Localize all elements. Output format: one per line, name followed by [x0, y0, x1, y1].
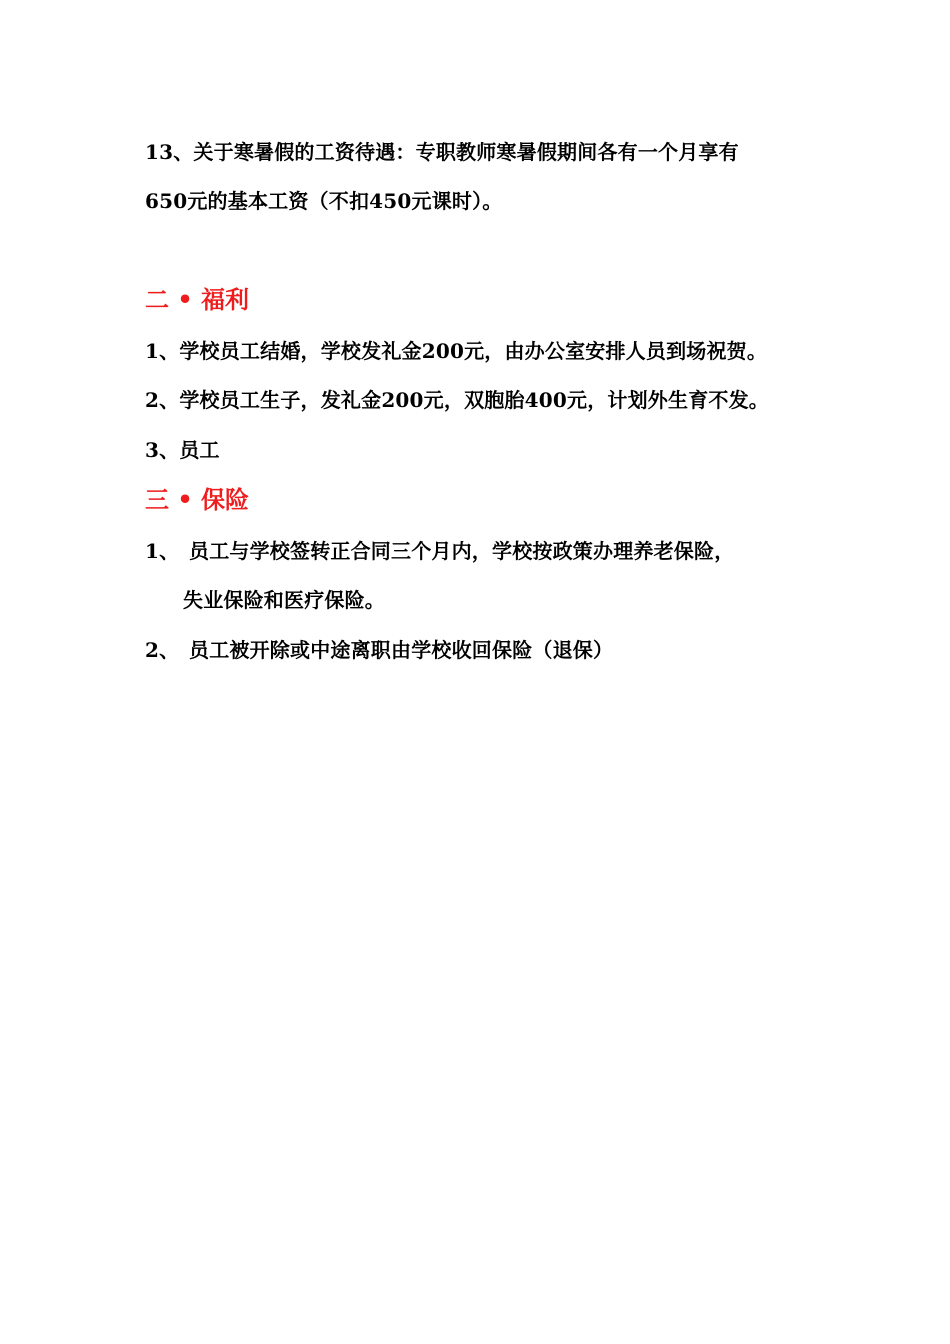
salary-item-13-line-1: 13、关于寒暑假的工资待遇：专职教师寒暑假期间各有一个月享有	[145, 140, 739, 164]
insurance-item-2	[145, 637, 613, 663]
insurance-item-2-text: 员工被开除或中途离职由学校收回保险（退保）	[189, 638, 614, 662]
welfare-item-3: 3、员工	[145, 438, 220, 462]
welfare-item-2: 2、学校员工生子，发礼金200元，双胞胎400元，计划外生育不发。	[145, 388, 770, 412]
insurance-item-1-number: 1、	[145, 539, 180, 563]
insurance-item-2-number: 2、	[145, 638, 180, 662]
welfare-heading: 二 • 福利	[145, 285, 250, 314]
insurance-item-1-line-1	[145, 538, 734, 564]
insurance-heading: 三 • 保险	[145, 485, 250, 514]
insurance-item-1-text: 员工与学校签转正合同三个月内，学校按政策办理养老保险，	[189, 539, 735, 563]
insurance-item-1-line-2: 失业保险和医疗保险。	[183, 588, 385, 612]
welfare-item-1: 1、学校员工结婚，学校发礼金200元，由办公室安排人员到场祝贺。	[145, 339, 768, 363]
salary-item-13-line-2: 650元的基本工资（不扣450元课时）。	[145, 189, 503, 213]
